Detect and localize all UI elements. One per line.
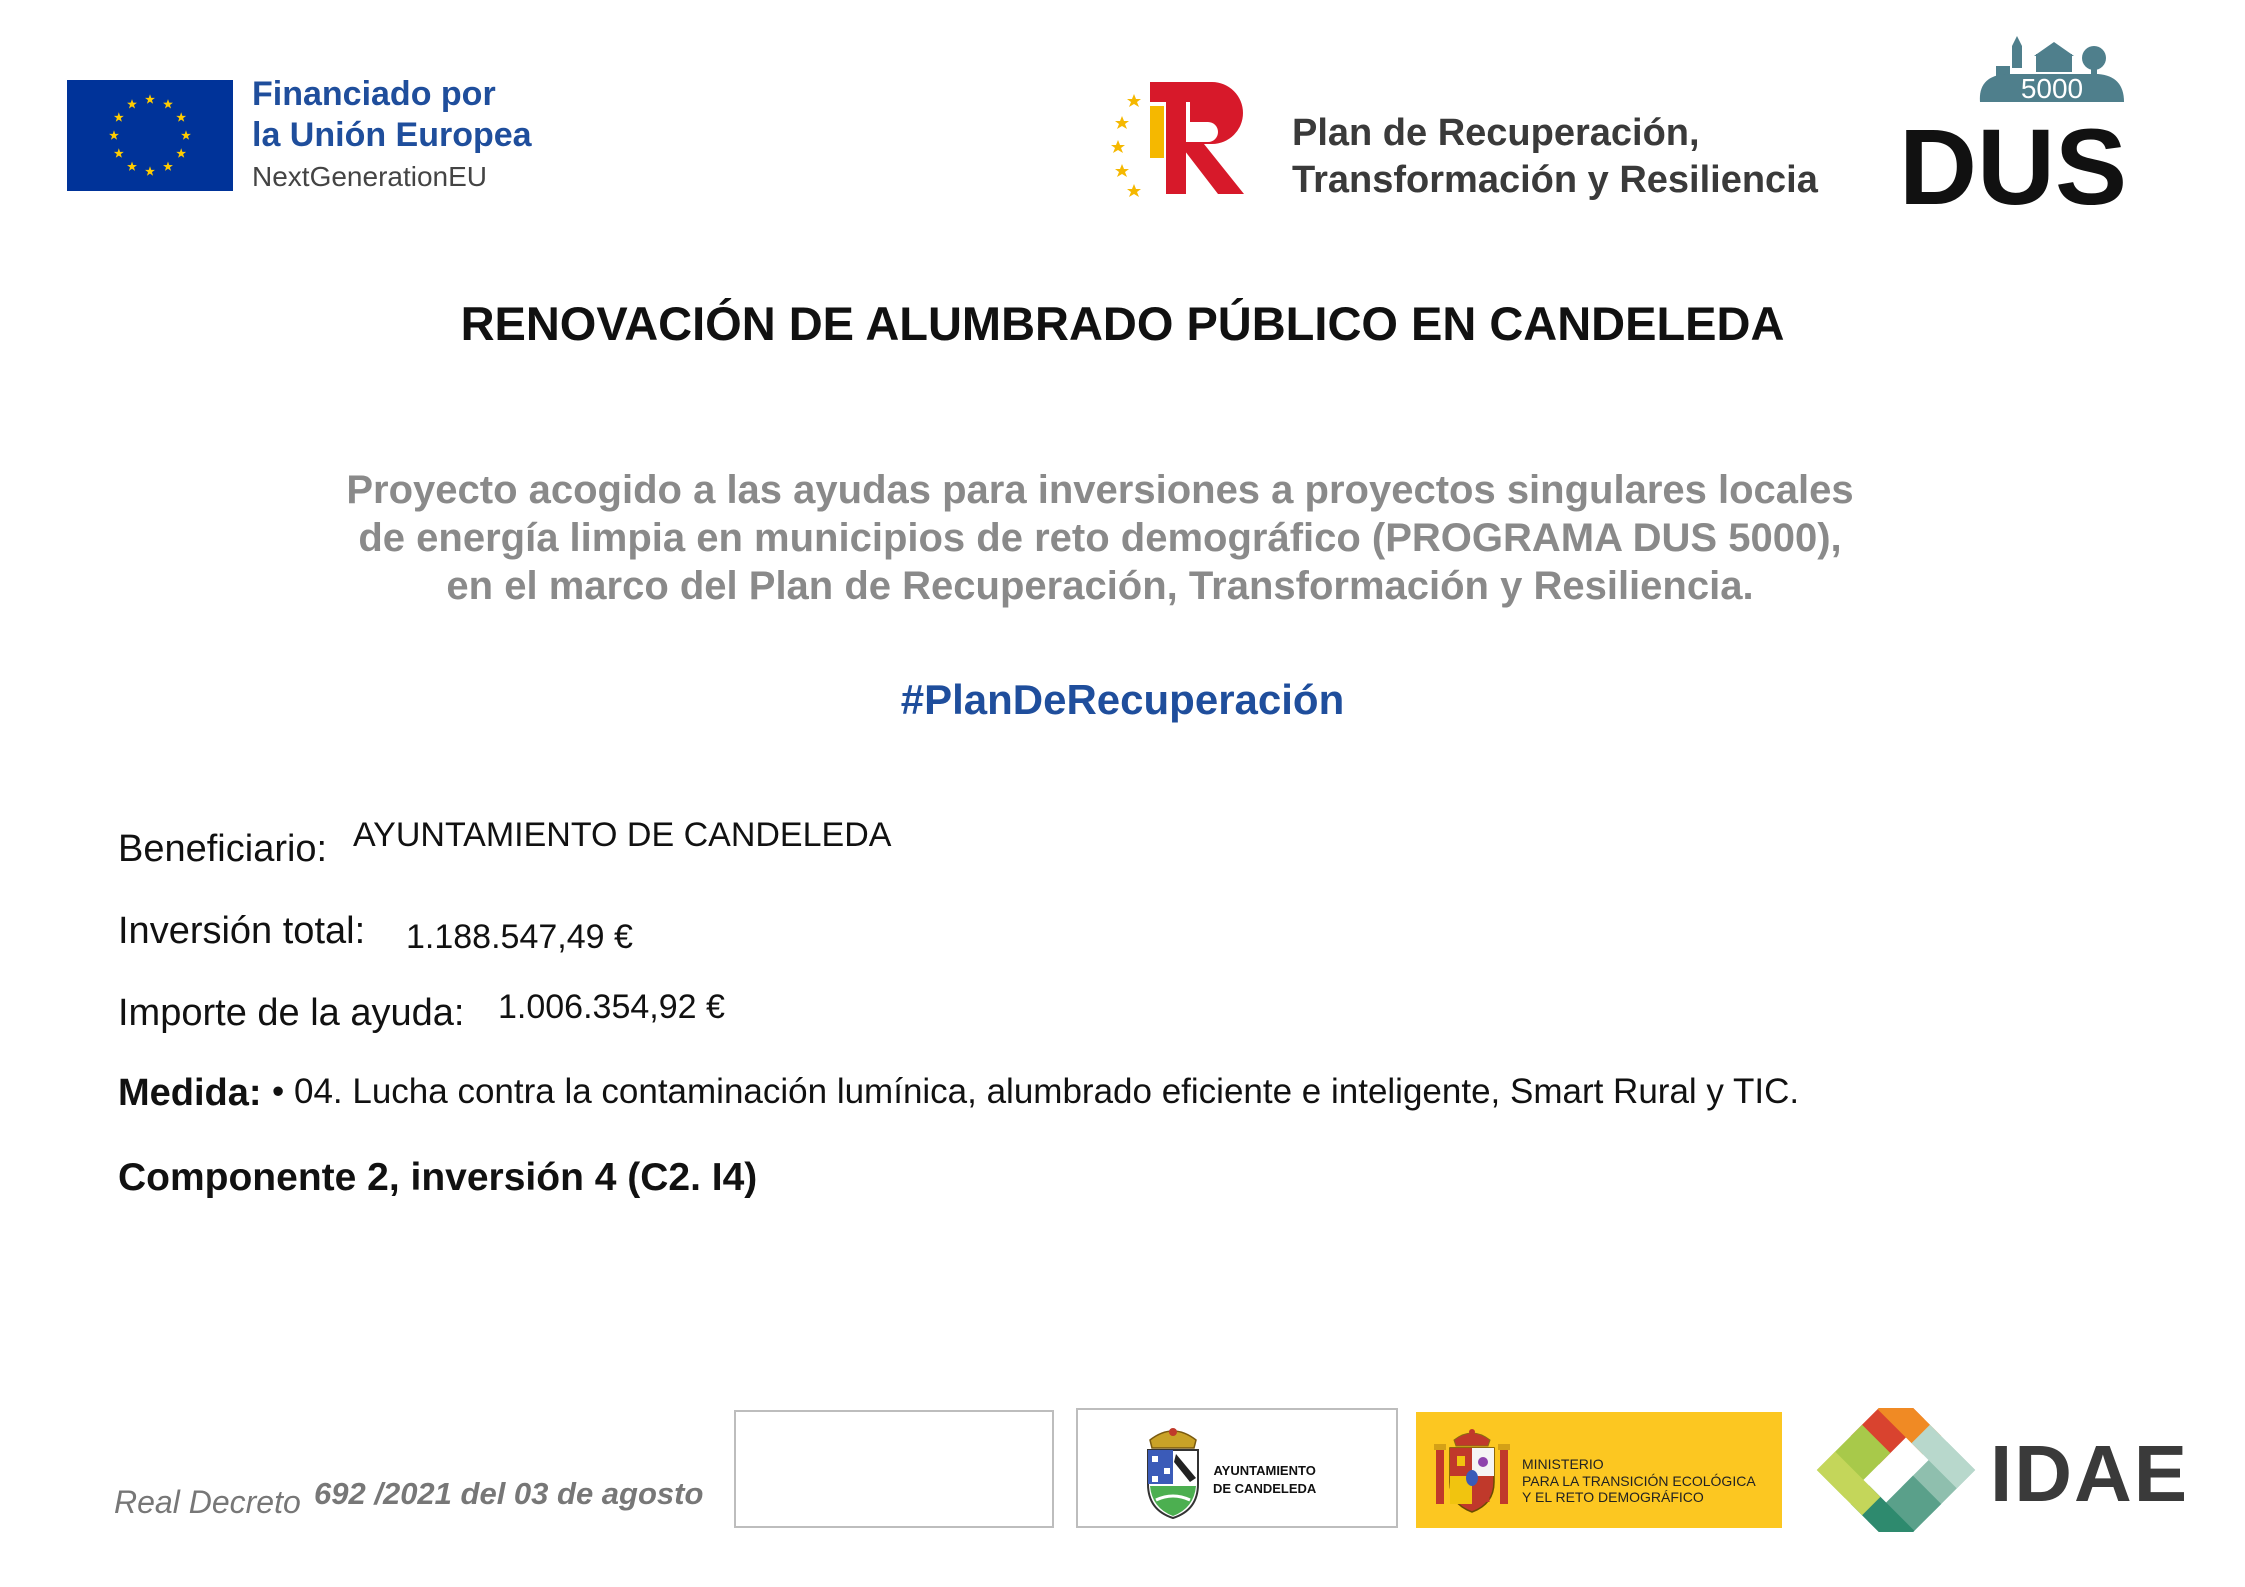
beneficiary-label: Beneficiario: [118,828,328,870]
ministerio-logo-box [1416,1412,1782,1528]
page-title: RENOVACIÓN DE ALUMBRADO PÚBLICO EN CANDELEDA [460,297,1785,350]
idae-knot-icon [1810,1408,1982,1532]
ministerio-line2: PARA LA TRANSICIÓN ECOLÓGICA [1522,1472,1756,1489]
ayuntamiento-line2: DE CANDELEDA [1213,1480,1317,1496]
prtr-text [1292,110,1818,204]
description-line: Proyecto acogido a las ayudas para inversiones a proyectos singulares locales [346,468,1854,512]
empty-logo-box [734,1410,1054,1528]
measure-label: Medida: [118,1072,262,1114]
dus-wordmark: DUS [1898,106,2128,210]
ayuntamiento-line1: AYUNTAMIENTO [1213,1463,1316,1478]
component-text: Componente 2, inversión 4 (C2. I4) [118,1156,758,1199]
coat-of-arms-icon [1138,1420,1208,1520]
description-line: en el marco del Plan de Recuperación, Transformación y Resiliencia. [446,564,1754,608]
spain-coat-of-arms-icon [1430,1426,1514,1516]
ministerio-line1: MINISTERIO [1522,1456,1604,1472]
prtr-line1: Plan de Recuperación, [1292,112,1700,154]
eu-line3: NextGenerationEU [252,160,488,192]
project-description [200,466,2000,610]
dus-logo-icon [1888,36,2138,210]
measure-value: • 04. Lucha contra la contaminación lumínica, alumbrado eficiente e inteligente, Smart Rural y TIC. [272,1072,1800,1111]
decree-reference: 692 /2021 del 03 de agosto [314,1476,704,1511]
ayuntamiento-text [1213,1462,1316,1497]
prtr-line2: Transformación y Resiliencia [1292,159,1818,202]
hashtag: #PlanDeRecuperación [900,676,1345,723]
eu-line2: la Unión Europea [252,115,532,154]
eu-line1: Financiado por [252,75,496,113]
total-investment-value: 1.188.547,49 € [406,918,633,956]
idae-wordmark: IDAE [1990,1429,2190,1518]
total-investment-label: Inversión total: [118,910,366,952]
aid-amount-value: 1.006.354,92 € [498,988,725,1026]
eu-flag-icon [67,80,233,191]
decree-prefix: Real Decreto [114,1484,301,1520]
aid-amount-label: Importe de la ayuda: [118,992,465,1034]
dus-number: 5000 [2020,73,2084,104]
description-line: de energía limpia en municipios de reto demográfico (PROGRAMA DUS 5000), [358,516,1842,560]
ministerio-text [1522,1456,1756,1506]
eu-funding-text [252,74,532,193]
beneficiary-value: AYUNTAMIENTO DE CANDELEDA [353,816,892,854]
prtr-logo-icon [1108,78,1256,198]
ministerio-line3: Y EL RETO DEMOGRÁFICO [1522,1489,1704,1506]
ayuntamiento-logo-box [1076,1408,1398,1528]
